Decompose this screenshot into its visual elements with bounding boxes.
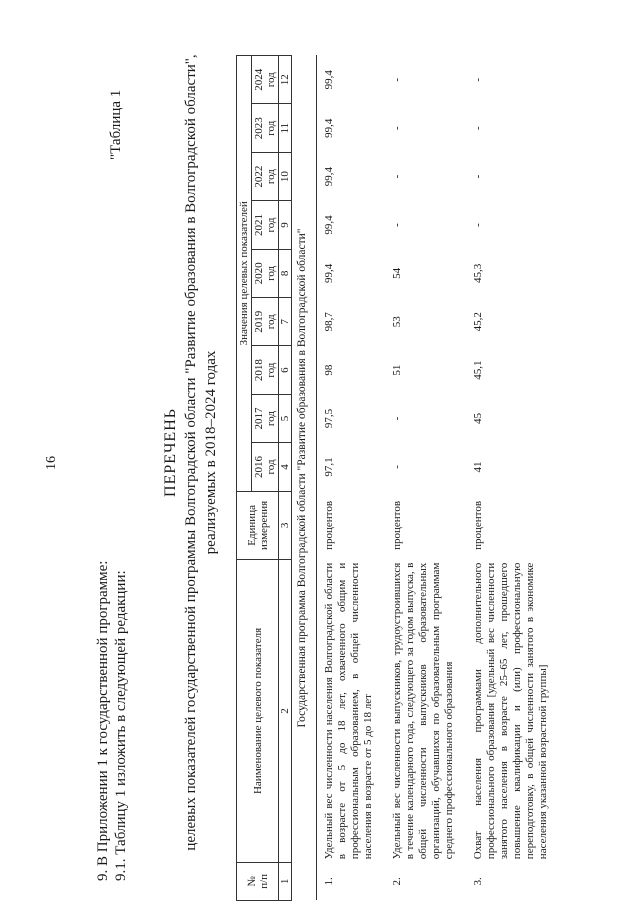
indicator-value: -: [391, 126, 403, 131]
header-year: 2021 год: [252, 201, 279, 249]
intro-line-2: 9.1. Таблицу 1 изложить в следующей редакции:: [113, 570, 129, 881]
column-index: 12: [279, 56, 292, 105]
row-number: 1.: [323, 877, 335, 886]
indicator-value: 54: [391, 267, 403, 279]
indicator-value: -: [472, 77, 484, 82]
indicator-value: -: [391, 174, 403, 179]
table-reference: "Таблица 1: [108, 89, 124, 160]
indicator-value: 97,5: [323, 408, 335, 429]
indicator-value: 53: [391, 316, 403, 328]
header-values-group: Значения целевых показателей: [237, 56, 252, 492]
table-row: [385, 56, 466, 901]
indicator-value: 99,4: [323, 70, 335, 90]
document-heading: ПЕРЕЧЕНЬ: [162, 408, 179, 497]
column-index: 1: [279, 862, 292, 900]
indicator-name: Удельный вес численности выпускников, трудоустроившихся в течение календарного года, следующего за годом выпуска, в общей численности выпускников образовательных организаций, обучавшихся по образовательным программам среднего профессионального образования: [391, 562, 455, 860]
indicator-value: 41: [472, 461, 484, 473]
column-index: 5: [279, 394, 292, 442]
indicator-value: 45,1: [472, 360, 484, 380]
indicator-value: 98: [323, 364, 335, 376]
indicator-name: Охват населения программами дополнительного профессионального образования [удельный вес численности занятого населения в возрасте 25–65 лет, прошедшего повышение квалификации и (или) профессиональную переподготовку, в общей численности занятого в экономике населения указанной возрастной группы]: [472, 562, 549, 860]
intro-line-1: 9. В Приложении 1 к государственной программе:: [95, 560, 111, 881]
header-year: 2020 год: [252, 249, 279, 297]
indicator-value: 98,7: [323, 312, 335, 332]
indicator-name: Удельный вес численности населения Волгоградской области в возрасте от 5 до 18 лет, охваченного общим и профессиональным образованием, в общей численности населения в возрасте от 5 до 18 лет: [323, 562, 374, 860]
indicator-value: 45,3: [472, 263, 484, 283]
indicator-value: -: [391, 416, 403, 421]
header-year: 2024 год: [252, 56, 279, 105]
indicator-value: -: [472, 174, 484, 179]
column-index: 3: [279, 491, 292, 560]
indicator-value: 99,4: [323, 166, 335, 187]
indicator-unit: процентов: [391, 500, 403, 550]
header-year: 2016 год: [252, 443, 279, 491]
indicator-value: 45,2: [472, 312, 484, 332]
indicator-unit: процентов: [472, 500, 484, 550]
indicator-value: -: [391, 465, 403, 469]
indicator-value: 99,4: [323, 118, 335, 138]
column-index: 8: [279, 249, 292, 297]
indicator-value: 97,1: [323, 457, 335, 477]
indicator-value: 99,4: [323, 263, 335, 283]
indicators-table: [236, 55, 560, 901]
table-row: [466, 56, 560, 901]
indicator-value: 51: [391, 364, 403, 376]
column-index: 11: [279, 104, 292, 152]
indicator-value: -: [472, 223, 484, 227]
header-no: № п/п: [237, 862, 279, 900]
column-index: 6: [279, 346, 292, 394]
column-index: 2: [279, 560, 292, 863]
header-year: 2018 год: [252, 346, 279, 394]
column-index: 7: [279, 298, 292, 346]
indicator-unit: процентов: [323, 500, 335, 550]
column-index: 10: [279, 152, 292, 200]
header-year: 2019 год: [252, 298, 279, 346]
row-number: 2.: [391, 877, 403, 886]
indicator-value: -: [391, 77, 403, 82]
page-number: 16: [44, 456, 59, 470]
header-unit: Единица измерения: [237, 491, 279, 560]
column-index: 4: [279, 443, 292, 491]
indicator-value: -: [472, 126, 484, 131]
header-year: 2023 год: [252, 104, 279, 152]
header-year: 2022 год: [252, 152, 279, 200]
column-index: 9: [279, 201, 292, 249]
section-title: Государственная программа Волгоградской области "Развитие образования в Волгоградской области": [292, 56, 317, 901]
header-name: Наименование целевого показателя: [237, 560, 279, 863]
subtitle-line-2: реализуемых в 2018–2024 годах: [203, 350, 219, 555]
subtitle-line-1: целевых показателей государственной программы Волгоградской области "Развитие образования в Волгоградской области",: [183, 54, 199, 851]
indicator-value: -: [391, 223, 403, 227]
header-year: 2017 год: [252, 394, 279, 442]
indicator-value: 99,4: [323, 215, 335, 235]
indicator-value: 45: [472, 413, 484, 425]
table-row: [317, 56, 386, 901]
row-number: 3.: [472, 877, 484, 886]
